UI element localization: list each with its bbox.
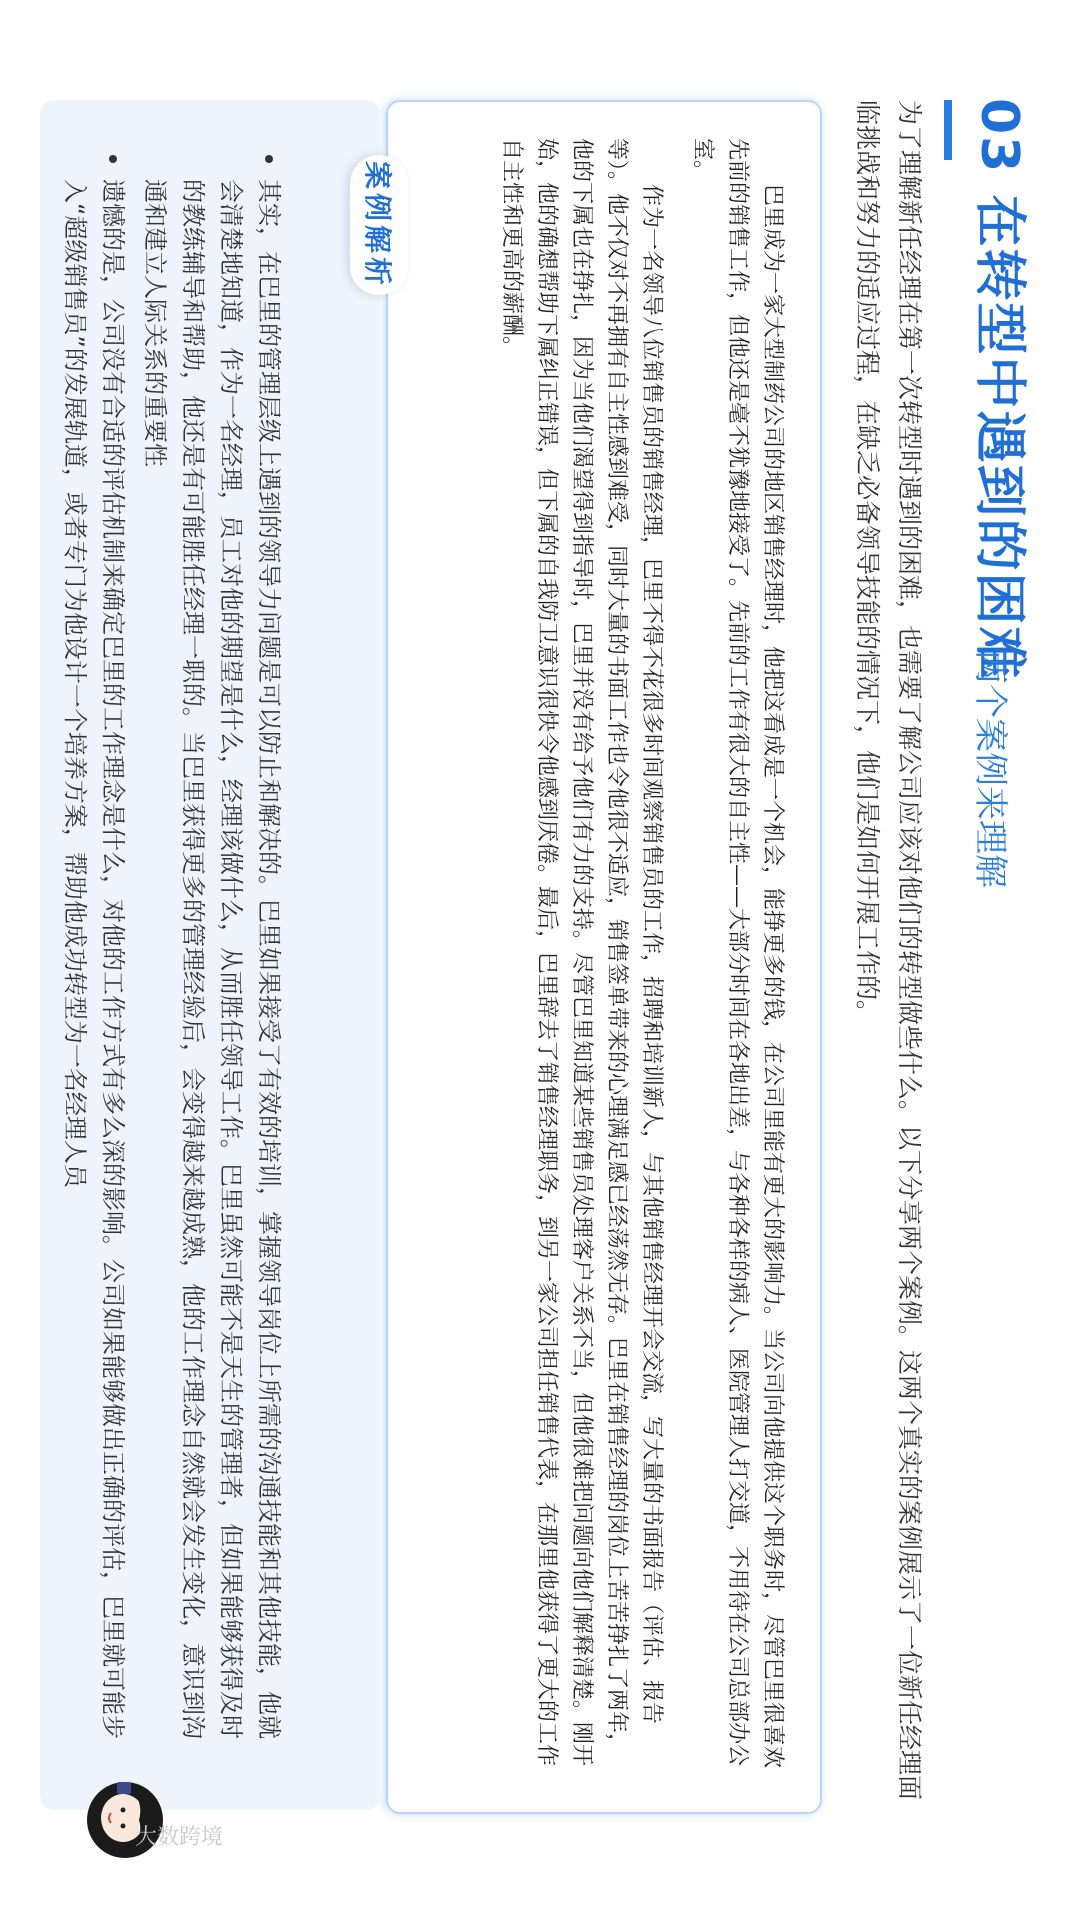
analysis-bullet-2: 遗憾的是，公司没有合适的评估机制来确定巴里的工作理念是什么，对他的工作方式有多么深的影响。公司如果能够做出正确的评估，巴里就可能步入“超级销售员”的发展轨道，或者专门为他设计一个培养方案，帮助他成功转型为一名经理人员: [56, 155, 132, 1755]
case-paragraph-1: 巴里成为一家大型制药公司的地区销售经理时，他把这看成是一个机会，能挣更多的钱，在公司里能有更大的影响力。当公司向他提供这个职务时，尽管巴里很喜欢先前的销售工作，但他还是毫不犹豫地接受了。先前的工作有很大的自主性——大部分时间在各地出差，与各种各样的病人、医院管理人打交道，不用待在公司总部办公室。: [690, 138, 785, 1769]
page-title: 03 在转型中遇到的困难: [969, 98, 1029, 681]
title-accent-bar: [944, 100, 952, 160]
watermark-label: 大数跨境: [135, 1825, 224, 1850]
case-paragraph-2: 作为一名领导八位销售员的销售经理，巴里不得不花很多时间观察销售员的工作，招聘和培训新人，与其他销售经理开会交流，写大量的书面报告（评估、报告等）。他不仅对不再拥有自主性感到难受，同时大量的书面工作也令他很不适应，销售签单带来的心理满足感已经荡然无存。巴里在销售经理的岗位上苦苦挣扎了两年，他的下属也在挣扎，因为当他们渴望得到指导时，巴里并没有给予他们有力的支持。尽管巴里知道某些销售员处理客户关系不当，但他很难把问题向他们解释清楚。刚开始，他的确想帮助下属纠正错误，但下属的自我防卫意识很快令他感到厌倦。最后，巴里辞去了销售经理职务，到另一家公司担任销售代表，在那里他获得了更大的工作自主性和更高的薪酬。: [499, 138, 664, 1767]
analysis-bullet-1: 其实，在巴里的管理层级上遇到的领导力问题是可以防止和解决的。巴里如果接受了有效的培训，掌握领导岗位上所需的沟通技能和其他技能，他就会清楚地知道，作为一名经理，员工对他的期望是什么，经理该做什么，从而胜任领导工作。巴里虽然可能不是天生的管理者，但如果能够获得及时的教练辅导和帮助，他还是有可能胜任经理一职的。当巴里获得更多的管理经验后，会变得越来越成熟，他的工作理念自然就会发生变化，意识到沟通和建立人际关系的重要性: [136, 155, 288, 1755]
analysis-list: [56, 155, 288, 1755]
case-analysis-badge: 案例解析: [350, 155, 408, 295]
page-subtitle: 两个案例来理解: [970, 650, 1010, 888]
case-study-card: [386, 100, 822, 1814]
intro-paragraph: 为了理解新任经理在第一次转型时遇到的困难，也需要了解公司应该对他们的转型做些什么。以下分享两个案例。这两个真实的案例展示了一位新任经理面临挑战和努力的适应过程，在缺乏必备领导技能的情况下，他们是如何开展工作的。: [853, 100, 924, 1801]
case-analysis-panel: [40, 100, 394, 1810]
